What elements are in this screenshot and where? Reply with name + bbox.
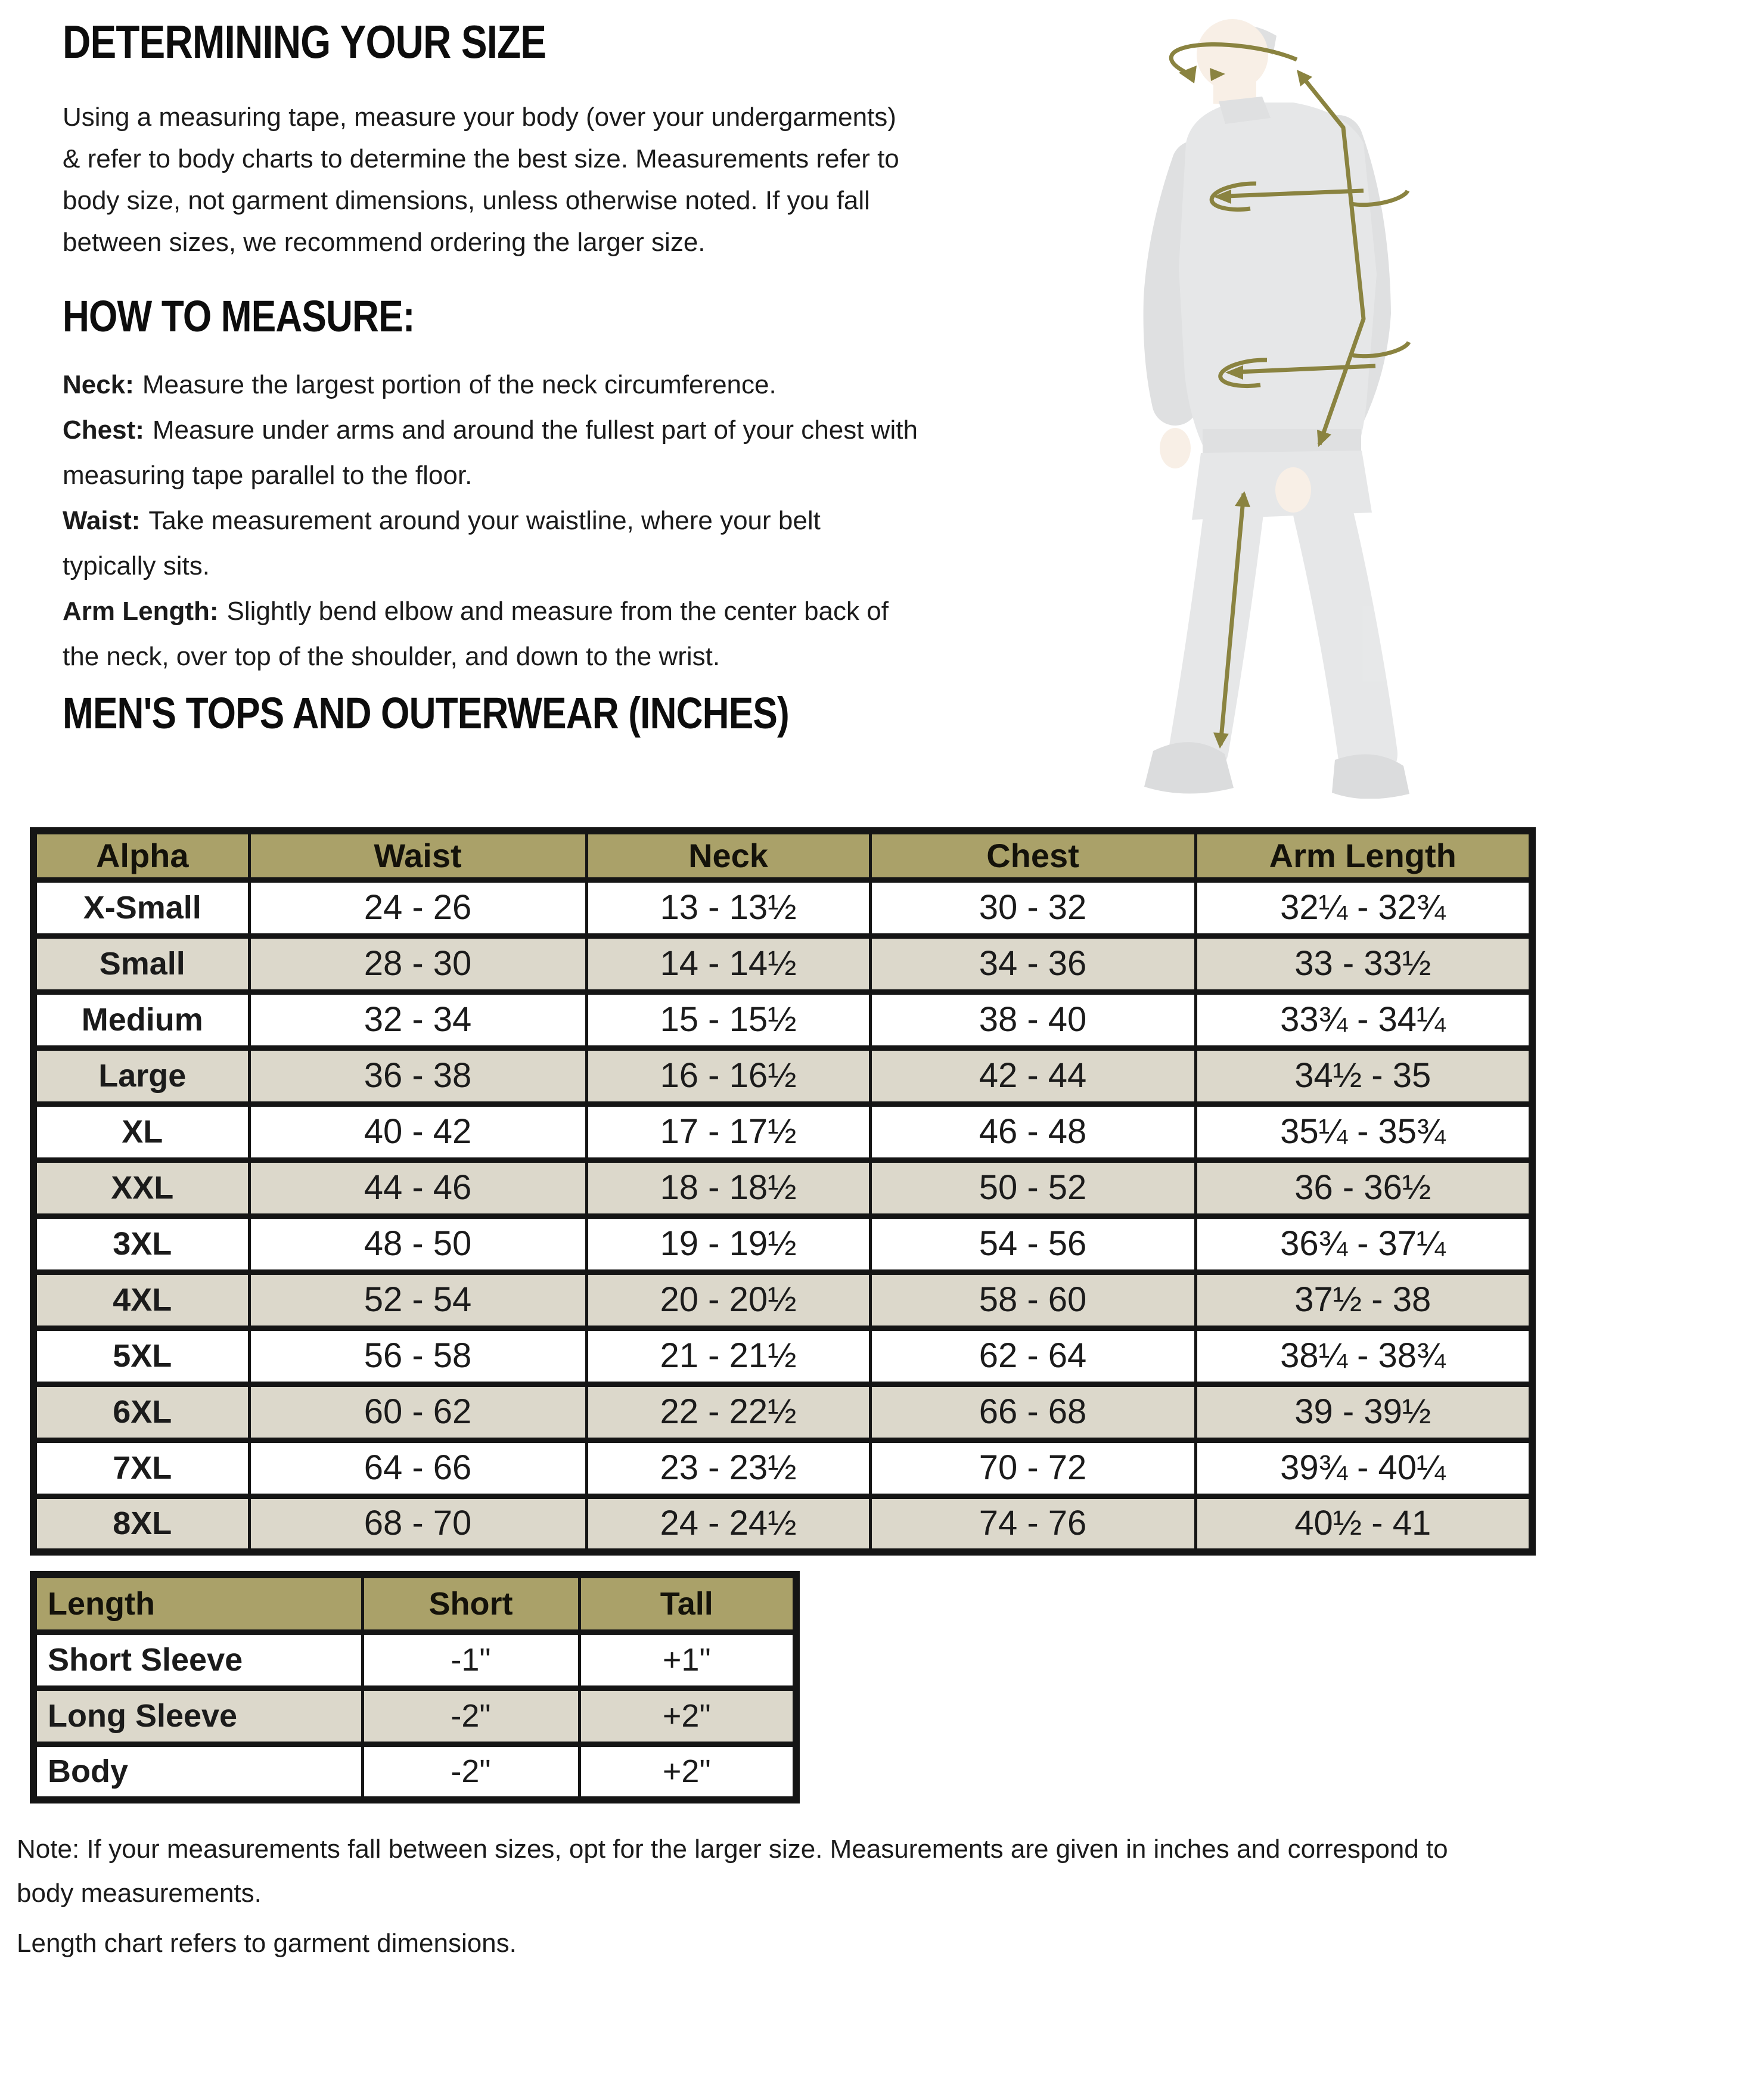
- table-row: [33, 1048, 1532, 1104]
- table-cell: 50 - 52: [870, 1160, 1195, 1216]
- table-cell: 30 - 32: [870, 880, 1195, 936]
- right-leg: [1323, 513, 1368, 754]
- table-cell: 24 - 24½: [586, 1496, 870, 1552]
- table-cell: 38 - 40: [870, 992, 1195, 1048]
- table-cell: 4XL: [33, 1272, 249, 1328]
- table-cell: 36¾ - 37¼: [1195, 1216, 1532, 1272]
- table-cell: 40 - 42: [249, 1104, 586, 1160]
- table-cell: 68 - 70: [249, 1496, 586, 1552]
- measure-item-neck: Neck: Measure the largest portion of the neck circumference.: [63, 370, 777, 399]
- table-cell: 33 - 33½: [1195, 936, 1532, 992]
- footnotes: [17, 1827, 1764, 1966]
- measure-item-chest-cont: measuring tape parallel to the floor.: [63, 461, 473, 490]
- table-cell: 60 - 62: [249, 1384, 586, 1440]
- table-cell: -2": [362, 1744, 579, 1800]
- table-cell: 32 - 34: [249, 992, 586, 1048]
- measure-list: [63, 362, 1764, 679]
- table-cell: 36 - 36½: [1195, 1160, 1532, 1216]
- table-row: [33, 1744, 796, 1800]
- table-cell: Short Sleeve: [33, 1632, 362, 1688]
- table-cell: 13 - 13½: [586, 880, 870, 936]
- right-hand: [1275, 467, 1311, 513]
- table-cell: 19 - 19½: [586, 1216, 870, 1272]
- table-cell: 6XL: [33, 1384, 249, 1440]
- table-cell: 21 - 21½: [586, 1328, 870, 1384]
- intro-line: & refer to body charts to determine the best size. Measurements refer to: [63, 144, 899, 173]
- table-cell: 64 - 66: [249, 1440, 586, 1496]
- table-cell: Body: [33, 1744, 362, 1800]
- table-cell: 7XL: [33, 1440, 249, 1496]
- measure-item-arm-length: Arm Length: Slightly bend elbow and measure from the center back of: [63, 597, 889, 626]
- table-cell: Medium: [33, 992, 249, 1048]
- table-row: [33, 1272, 1532, 1328]
- table-cell: 62 - 64: [870, 1328, 1195, 1384]
- table-row: [33, 1104, 1532, 1160]
- table-cell: 33¾ - 34¼: [1195, 992, 1532, 1048]
- how-to-measure-heading: HOW TO MEASURE:: [63, 291, 415, 341]
- measure-item-waist-cont: typically sits.: [63, 551, 210, 581]
- column-header: Waist: [249, 831, 586, 880]
- column-header: Alpha: [33, 831, 249, 880]
- table-cell: 5XL: [33, 1328, 249, 1384]
- table-row: [33, 1688, 796, 1744]
- intro-paragraph: [63, 97, 1764, 263]
- table-row: [33, 1496, 1532, 1552]
- measure-item-chest: Chest: Measure under arms and around the fullest part of your chest with: [63, 415, 918, 445]
- table-cell: 32¼ - 32¾: [1195, 880, 1532, 936]
- table-cell: 15 - 15½: [586, 992, 870, 1048]
- table-cell: 3XL: [33, 1216, 249, 1272]
- table-cell: 56 - 58: [249, 1328, 586, 1384]
- table-cell: 52 - 54: [249, 1272, 586, 1328]
- intro-line: Using a measuring tape, measure your body (over your undergarments): [63, 103, 896, 132]
- table-cell: +2": [579, 1744, 796, 1800]
- table-cell: 39¾ - 40¼: [1195, 1440, 1532, 1496]
- note-line: body measurements.: [17, 1879, 262, 1908]
- table-cell: 38¼ - 38¾: [1195, 1328, 1532, 1384]
- table-cell: X-Small: [33, 880, 249, 936]
- table-row: [33, 880, 1532, 936]
- table-cell: 23 - 23½: [586, 1440, 870, 1496]
- size-table-header-row: [33, 831, 1532, 880]
- table-cell: 22 - 22½: [586, 1384, 870, 1440]
- table-cell: 54 - 56: [870, 1216, 1195, 1272]
- table-cell: -2": [362, 1688, 579, 1744]
- column-header: Neck: [586, 831, 870, 880]
- intro-line: body size, not garment dimensions, unless otherwise noted. If you fall: [63, 186, 870, 215]
- measure-label: Waist:: [63, 506, 141, 535]
- column-header: Tall: [579, 1575, 796, 1632]
- table-row: [33, 1384, 1532, 1440]
- column-header: Chest: [870, 831, 1195, 880]
- length-chart-note: Length chart refers to garment dimensions.: [17, 1929, 517, 1958]
- table-cell: 42 - 44: [870, 1048, 1195, 1104]
- measure-item-waist: Waist: Take measurement around your waistline, where your belt: [63, 506, 821, 535]
- mannequin-silhouette: [1144, 19, 1409, 799]
- table-row: [33, 1160, 1532, 1216]
- belt: [1203, 429, 1361, 454]
- table-cell: 46 - 48: [870, 1104, 1195, 1160]
- table-cell: 66 - 68: [870, 1384, 1195, 1440]
- mens-tops-size-table: [30, 827, 1536, 1556]
- measurement-mannequin-figure: [1097, 18, 1442, 799]
- table-cell: +2": [579, 1688, 796, 1744]
- measure-label: Neck:: [63, 370, 134, 399]
- table-cell: 44 - 46: [249, 1160, 586, 1216]
- table-cell: 35¼ - 35¾: [1195, 1104, 1532, 1160]
- left-leg: [1199, 513, 1234, 748]
- note-line: Note: If your measurements fall between sizes, opt for the larger size. Measurements are given in inches and correspond to: [17, 1834, 1448, 1864]
- table-row: [33, 1216, 1532, 1272]
- table-cell: 17 - 17½: [586, 1104, 870, 1160]
- table-cell: XXL: [33, 1160, 249, 1216]
- table-cell: 34½ - 35: [1195, 1048, 1532, 1104]
- table-cell: 36 - 38: [249, 1048, 586, 1104]
- intro-line: between sizes, we recommend ordering the larger size.: [63, 228, 706, 257]
- measure-item-arm-length-cont: the neck, over top of the shoulder, and down to the wrist.: [63, 642, 720, 671]
- column-header: Arm Length: [1195, 831, 1532, 880]
- measure-label: Arm Length:: [63, 597, 219, 626]
- table-row: [33, 1328, 1532, 1384]
- size-table-heading: MEN'S TOPS AND OUTERWEAR (INCHES): [63, 688, 789, 738]
- table-cell: 24 - 26: [249, 880, 586, 936]
- table-cell: 37½ - 38: [1195, 1272, 1532, 1328]
- column-header: Short: [362, 1575, 579, 1632]
- table-cell: 39 - 39½: [1195, 1384, 1532, 1440]
- length-adjustment-table: [30, 1571, 800, 1803]
- table-cell: 48 - 50: [249, 1216, 586, 1272]
- table-row: [33, 936, 1532, 992]
- table-row: [33, 992, 1532, 1048]
- page-title: DETERMINING YOUR SIZE: [63, 15, 546, 68]
- table-cell: 34 - 36: [870, 936, 1195, 992]
- table-cell: 16 - 16½: [586, 1048, 870, 1104]
- table-cell: 70 - 72: [870, 1440, 1195, 1496]
- table-row: [33, 1632, 796, 1688]
- table-cell: 18 - 18½: [586, 1160, 870, 1216]
- table-cell: 40½ - 41: [1195, 1496, 1532, 1552]
- measure-label: Chest:: [63, 415, 144, 445]
- table-row: [33, 1440, 1532, 1496]
- table-cell: Small: [33, 936, 249, 992]
- table-cell: -1": [362, 1632, 579, 1688]
- table-cell: XL: [33, 1104, 249, 1160]
- table-cell: 28 - 30: [249, 936, 586, 992]
- table-cell: 14 - 14½: [586, 936, 870, 992]
- table-cell: Large: [33, 1048, 249, 1104]
- table-cell: 74 - 76: [870, 1496, 1195, 1552]
- length-table-header-row: [33, 1575, 796, 1632]
- left-hand: [1160, 428, 1191, 468]
- table-cell: 20 - 20½: [586, 1272, 870, 1328]
- table-cell: 8XL: [33, 1496, 249, 1552]
- right-boot: [1332, 755, 1409, 799]
- column-header: Length: [33, 1575, 362, 1632]
- table-cell: Long Sleeve: [33, 1688, 362, 1744]
- table-cell: +1": [579, 1632, 796, 1688]
- table-cell: 58 - 60: [870, 1272, 1195, 1328]
